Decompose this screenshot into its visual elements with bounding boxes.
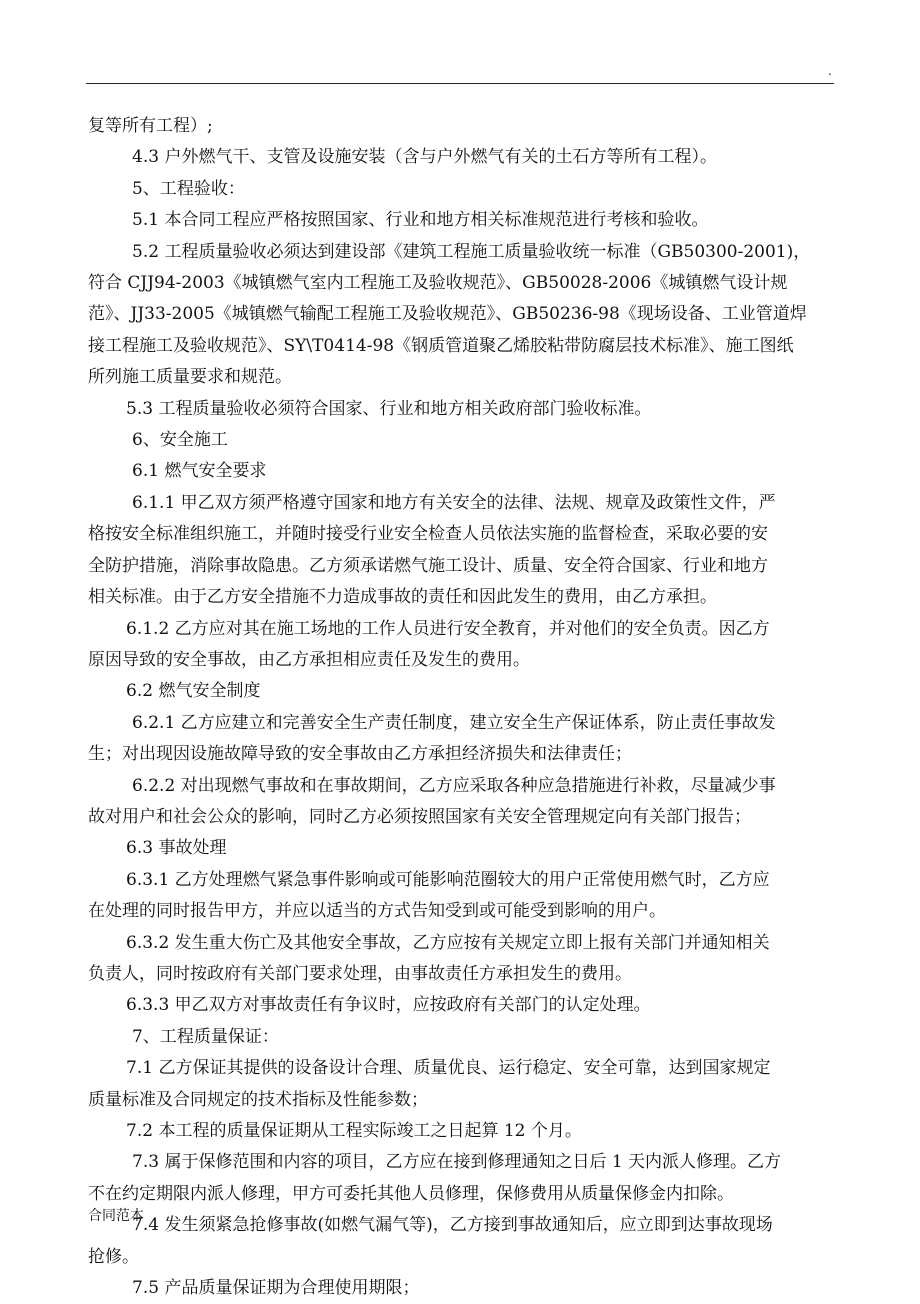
header-mark: . [828, 64, 832, 78]
text-line: 原因导致的安全事故，由乙方承担相应责任及发生的费用。 [88, 649, 530, 670]
text-line: 所列施工质量要求和规范。 [88, 367, 292, 388]
text-line: 抢修。 [88, 1246, 139, 1267]
text-line: 全防护措施，消除事故隐患。乙方须承诺燃气施工设计、质量、安全符合国家、行业和地方 [88, 555, 768, 576]
text-line: 5.2 工程质量验收必须达到建设部《建筑工程施工质量验收统一标准（GB50300-2001)， [132, 241, 811, 262]
text-line: 6.1.2 乙方应对其在施工场地的工作人员进行安全教育，并对他们的安全负责。因乙方 [126, 618, 770, 639]
text-line: 格按安全标准组织施工，并随时接受行业安全检查人员依法实施的监督检查，采取必要的安 [88, 524, 768, 545]
text-line: 接工程施工及验收规范》、SY\T0414-98《钢质管道聚乙烯胶粘带防腐层技术标准》、施工图纸 [88, 335, 794, 356]
footer-label: 合同范本 [88, 1208, 144, 1224]
text-line: 6.2.1 乙方应建立和完善安全生产责任制度，建立安全生产保证体系，防止责任事故发 [132, 712, 776, 733]
text-line: 5.1 本合同工程应严格按照国家、行业和地方相关标准规范进行考核和验收。 [132, 210, 709, 231]
text-line: 在处理的同时报告甲方，并应以适当的方式告知受到或可能受到影响的用户。 [88, 901, 666, 922]
text-line: 6、安全施工 [132, 430, 228, 451]
header-rule [86, 83, 834, 84]
text-line: 故对用户和社会公众的影响，同时乙方必须按照国家有关安全管理规定向有关部门报告； [88, 806, 751, 827]
text-line: 复等所有工程）; [88, 116, 213, 136]
text-line: 6.3.3 甲乙双方对事故责任有争议时，应按政府有关部门的认定处理。 [126, 995, 651, 1016]
text-line: 7、工程质量保证： [132, 1026, 279, 1047]
text-line: 相关标准。由于乙方安全措施不力造成事故的责任和因此发生的费用，由乙方承担。 [88, 587, 717, 608]
text-line: 7.5 产品质量保证期为合理使用期限； [132, 1278, 420, 1299]
text-line: 7.4 发生须紧急抢修事故(如燃气漏气等)，乙方接到事故通知后，应立即到达事故现场 [132, 1215, 773, 1236]
text-line: 7.3 属于保修范围和内容的项目，乙方应在接到修理通知之日后 1 天内派人修理。乙方 [132, 1152, 782, 1173]
text-line: 7.1 乙方保证其提供的设备设计合理、质量优良、运行稳定、安全可靠，达到国家规定 [126, 1058, 771, 1079]
text-line: 6.3.1 乙方处理燃气紧急事件影响或可能影响范圈较大的用户正常使用燃气时，乙方应 [126, 869, 770, 890]
text-line: 不在约定期限内派人修理，甲方可委托其他人员修理，保修费用从质量保修金内扣除。 [88, 1183, 734, 1204]
text-line: 生；对出现因设施故障导致的安全事故由乙方承担经济损失和法律责任； [88, 744, 632, 765]
text-line: 6.2 燃气安全制度 [126, 681, 261, 702]
text-line: 符合 CJJ94-2003《城镇燃气室内工程施工及验收规范》、GB50028-2006《城镇燃气设计规 [88, 273, 788, 294]
text-line: 4.3 户外燃气干、支管及设施安装（含与户外燃气有关的土石方等所有工程）。 [132, 147, 717, 168]
text-line: 6.3.2 发生重大伤亡及其他安全事故，乙方应按有关规定立即上报有关部门并通知相关 [126, 932, 770, 953]
text-line: 范》、JJ33-2005《城镇燃气输配工程施工及验收规范》、GB50236-98《现场设备、工业管道焊 [88, 304, 807, 325]
text-line: 5.3 工程质量验收必须符合国家、行业和地方相关政府部门验收标准。 [126, 398, 652, 419]
text-line: 5、工程验收： [132, 178, 245, 199]
text-line: 6.1.1 甲乙双方须严格遵守国家和地方有关安全的法律、法规、规章及政策性文件，严 [132, 492, 776, 513]
text-line: 质量标准及合同规定的技术指标及性能参数； [88, 1089, 428, 1110]
document-body [88, 111, 836, 1304]
text-line: 6.1 燃气安全要求 [132, 461, 267, 482]
text-line: 负责人，同时按政府有关部门要求处理，由事故责任方承担发生的费用。 [88, 963, 632, 984]
text-line: 7.2 本工程的质量保证期从工程实际竣工之日起算 12 个月。 [126, 1121, 582, 1141]
text-line: 6.2.2 对出现燃气事故和在事故期间，乙方应采取各种应急措施进行补救，尽量减少事 [132, 775, 776, 796]
text-line: 6.3 事故处理 [126, 838, 227, 859]
